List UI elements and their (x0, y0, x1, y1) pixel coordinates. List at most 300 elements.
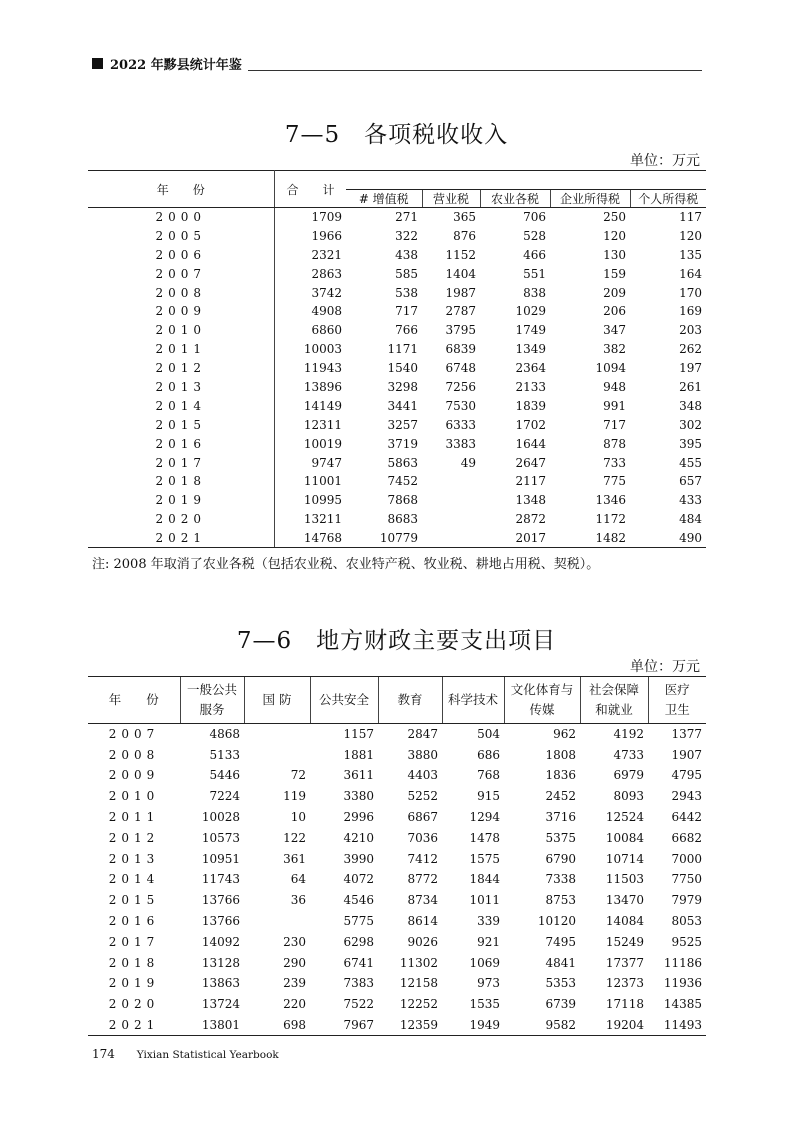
col2-social-header: 社会保障 和就业 (580, 677, 648, 724)
tax-table-row (88, 226, 706, 245)
cell-business: 3383 (445, 436, 476, 451)
cell-year: 2020 (108, 997, 160, 1012)
cell-education: 9026 (407, 934, 438, 949)
cell-vat: 322 (395, 228, 418, 243)
cell-health: 11186 (663, 955, 702, 970)
cell-social: 4192 (613, 727, 644, 742)
cell-year: 2013 (88, 378, 274, 397)
cell-science: 1949 (442, 1015, 504, 1036)
cell-health: 1907 (671, 747, 702, 762)
expenditure-table-row (88, 807, 706, 828)
cell-culture: 1836 (545, 768, 576, 783)
cell-year: 2012 (88, 359, 274, 378)
cell-business: 1404 (445, 266, 476, 281)
cell-year: 2018 (108, 955, 160, 970)
cell-security: 6298 (343, 934, 374, 949)
cell-business (422, 529, 480, 548)
cell-year: 2015 (88, 415, 274, 434)
cell-social: 14084 (605, 914, 644, 929)
cell-education: 6867 (407, 810, 438, 825)
tax-table-row (88, 264, 706, 283)
cell-personal: 203 (679, 323, 702, 338)
tax-table-row (88, 321, 706, 340)
cell-year: 2011 (108, 810, 160, 825)
cell-year: 2006 (88, 245, 274, 264)
cell-year: 2011 (88, 340, 274, 359)
cell-agri: 2872 (515, 512, 546, 527)
table1-note: 注: 2008 年取消了农业各税（包括农业税、农业特产税、牧业税、耕地占用税、契税）。 (92, 557, 600, 572)
cell-total: 10003 (303, 342, 342, 357)
cell-corp: 159 (603, 266, 626, 281)
cell-agri: 1839 (515, 398, 546, 413)
cell-culture: 7338 (545, 872, 576, 887)
cell-general: 7224 (209, 789, 240, 804)
expenditure-table-row (88, 890, 706, 911)
cell-total: 6860 (311, 323, 342, 338)
cell-business: 876 (453, 228, 476, 243)
cell-vat: 3298 (387, 379, 418, 394)
tax-table-row (88, 510, 706, 529)
cell-personal: 262 (679, 342, 702, 357)
cell-education: 2847 (407, 727, 438, 742)
cell-year: 2005 (88, 226, 274, 245)
page-footer (92, 1047, 279, 1061)
cell-year: 2018 (88, 472, 274, 491)
cell-total: 2863 (311, 266, 342, 281)
expenditure-table-row (88, 869, 706, 890)
cell-science: 921 (477, 934, 500, 949)
cell-general: 13766 (201, 893, 240, 908)
cell-social: 17118 (605, 997, 644, 1012)
cell-defense: 230 (283, 934, 306, 949)
cell-security: 1881 (343, 747, 374, 762)
cell-vat: 3719 (387, 436, 418, 451)
cell-health: 14385 (663, 997, 702, 1012)
cell-business: 49 (460, 455, 476, 470)
cell-vat: 10779 (346, 529, 422, 548)
tax-table-row (88, 359, 706, 378)
cell-security: 3380 (343, 789, 374, 804)
cell-business: 2787 (445, 304, 476, 319)
expenditure-table-row (88, 931, 706, 952)
cell-total: 10995 (303, 493, 342, 508)
cell-year: 2010 (108, 789, 160, 804)
cell-agri: 1029 (515, 304, 546, 319)
cell-agri: 528 (523, 228, 546, 243)
tax-revenue-table (88, 170, 706, 548)
expenditure-table-row (88, 952, 706, 973)
cell-culture: 1808 (545, 747, 576, 762)
cell-social: 12373 (605, 976, 644, 991)
cell-science: 915 (477, 789, 500, 804)
cell-defense: 698 (244, 1015, 310, 1036)
cell-science: 686 (477, 747, 500, 762)
cell-personal: 261 (679, 379, 702, 394)
cell-defense: 72 (290, 768, 306, 783)
tax-table-row (88, 340, 706, 359)
cell-agri: 2647 (515, 455, 546, 470)
cell-science: 1294 (469, 810, 500, 825)
cell-culture: 5353 (545, 976, 576, 991)
cell-corp: 206 (603, 304, 626, 319)
header-rule (248, 70, 702, 71)
cell-general: 10951 (201, 851, 240, 866)
cell-culture: 3716 (545, 810, 576, 825)
cell-personal: 164 (679, 266, 702, 281)
expenditure-table-row (88, 848, 706, 869)
cell-personal: 135 (679, 247, 702, 262)
cell-education: 11302 (399, 955, 438, 970)
cell-year: 2014 (108, 872, 160, 887)
cell-corp: 1094 (595, 361, 626, 376)
cell-agri: 2133 (515, 379, 546, 394)
cell-total: 14768 (274, 529, 346, 548)
cell-personal: 490 (630, 529, 706, 548)
cell-agri: 838 (523, 285, 546, 300)
cell-science: 504 (477, 727, 500, 742)
cell-general: 4868 (209, 727, 240, 742)
cell-total: 13896 (303, 379, 342, 394)
cell-general: 5133 (209, 747, 240, 762)
cell-culture: 6739 (545, 997, 576, 1012)
cell-health: 11493 (648, 1015, 706, 1036)
cell-year: 2017 (88, 453, 274, 472)
cell-security: 5775 (343, 914, 374, 929)
table1-unit: 单位：万元 (630, 153, 700, 169)
cell-corp: 991 (603, 398, 626, 413)
cell-science: 1478 (469, 830, 500, 845)
cell-education: 4403 (407, 768, 438, 783)
cell-corp: 120 (603, 228, 626, 243)
col2-general-header: 一般公共 服务 (180, 677, 244, 724)
cell-year: 2009 (108, 768, 160, 783)
tax-table-body (88, 208, 706, 548)
cell-social: 13470 (605, 893, 644, 908)
cell-corp: 1482 (550, 529, 630, 548)
col2-culture-header: 文化体育与 传媒 (504, 677, 580, 724)
cell-business: 365 (453, 210, 476, 225)
cell-defense (244, 724, 310, 745)
cell-agri: 551 (523, 266, 546, 281)
col-total-header: 合 计 (274, 171, 346, 208)
cell-year: 2019 (108, 976, 160, 991)
cell-culture: 7495 (545, 934, 576, 949)
cell-corp: 382 (603, 342, 626, 357)
cell-security: 7383 (343, 976, 374, 991)
col2-defense-header: 国 防 (244, 677, 310, 724)
cell-business: 7530 (445, 398, 476, 413)
book-name-english: Yixian Statistical Yearbook (136, 1049, 279, 1061)
cell-year: 2008 (108, 747, 160, 762)
cell-health: 7750 (671, 872, 702, 887)
expenditure-table-row (88, 1015, 706, 1036)
cell-corp: 1172 (595, 512, 626, 527)
cell-social: 8093 (613, 789, 644, 804)
tax-table-row (88, 415, 706, 434)
cell-health: 6682 (671, 830, 702, 845)
cell-general: 5446 (209, 768, 240, 783)
cell-education: 7412 (407, 851, 438, 866)
cell-vat: 7868 (387, 493, 418, 508)
cell-agri: 2364 (515, 361, 546, 376)
cell-general: 13801 (180, 1015, 244, 1036)
table1-title: 7—5 各项税收收入 (284, 122, 509, 148)
tax-table-row (88, 245, 706, 264)
cell-defense: 36 (290, 893, 306, 908)
col2-security-header: 公共安全 (310, 677, 378, 724)
cell-defense: 220 (283, 997, 306, 1012)
cell-corp: 717 (603, 417, 626, 432)
cell-education: 7036 (407, 830, 438, 845)
cell-corp: 130 (603, 247, 626, 262)
cell-security: 4546 (343, 893, 374, 908)
cell-defense: 64 (290, 872, 306, 887)
cell-culture: 8753 (545, 893, 576, 908)
cell-year: 2021 (88, 529, 274, 548)
cell-agri: 1749 (515, 323, 546, 338)
expenditure-table-row (88, 786, 706, 807)
cell-vat: 1540 (387, 361, 418, 376)
cell-health: 7979 (671, 893, 702, 908)
cell-culture: 9582 (504, 1015, 580, 1036)
cell-culture: 4841 (545, 955, 576, 970)
cell-education: 12359 (378, 1015, 442, 1036)
cell-defense (244, 911, 310, 932)
cell-security: 7522 (343, 997, 374, 1012)
cell-vat: 585 (395, 266, 418, 281)
yearbook-title: 2022 年黟县统计年鉴 (110, 58, 242, 73)
cell-business: 1987 (445, 285, 476, 300)
cell-security: 1157 (343, 727, 374, 742)
cell-year: 2016 (108, 914, 160, 929)
cell-general: 14092 (201, 934, 240, 949)
cell-business: 6333 (445, 417, 476, 432)
cell-year: 2000 (88, 208, 274, 227)
cell-business: 6748 (445, 361, 476, 376)
cell-general: 11743 (201, 872, 240, 887)
cell-education: 3880 (407, 747, 438, 762)
cell-year: 2009 (88, 302, 274, 321)
cell-vat: 717 (395, 304, 418, 319)
col-vat-header: # 增值税 (346, 190, 422, 208)
cell-defense: 10 (290, 810, 306, 825)
cell-agri: 1349 (515, 342, 546, 357)
cell-corp: 878 (603, 436, 626, 451)
cell-science: 1844 (469, 872, 500, 887)
cell-total: 14149 (303, 398, 342, 413)
expenditure-table-row (88, 765, 706, 786)
cell-vat: 3257 (387, 417, 418, 432)
cell-total: 13211 (303, 512, 342, 527)
expenditure-table (88, 676, 706, 1036)
expenditure-table-row (88, 973, 706, 994)
cell-corp: 1346 (595, 493, 626, 508)
expenditure-table-row (88, 744, 706, 765)
cell-education: 8614 (407, 914, 438, 929)
cell-general: 13766 (201, 914, 240, 929)
cell-defense: 239 (283, 976, 306, 991)
cell-general: 10573 (201, 830, 240, 845)
cell-defense: 119 (283, 789, 306, 804)
col2-education-header: 教育 (378, 677, 442, 724)
cell-culture: 10120 (537, 914, 576, 929)
cell-social: 4733 (613, 747, 644, 762)
cell-security: 6741 (343, 955, 374, 970)
cell-culture: 6790 (545, 851, 576, 866)
cell-health: 9525 (671, 934, 702, 949)
cell-agri: 706 (523, 210, 546, 225)
cell-social: 12524 (605, 810, 644, 825)
subitems-header-band (346, 171, 706, 190)
cell-personal: 170 (679, 285, 702, 300)
expenditure-table-body (88, 724, 706, 1036)
col2-health-header: 医疗 卫生 (648, 677, 706, 724)
cell-year: 2014 (88, 396, 274, 415)
cell-corp: 733 (603, 455, 626, 470)
cell-security: 4072 (343, 872, 374, 887)
cell-general: 13724 (201, 997, 240, 1012)
cell-business: 6839 (445, 342, 476, 357)
tax-table-row (88, 491, 706, 510)
table2-unit: 单位：万元 (630, 659, 700, 675)
cell-social: 6979 (613, 768, 644, 783)
cell-science: 1069 (469, 955, 500, 970)
cell-total: 11943 (303, 361, 342, 376)
cell-health: 8053 (671, 914, 702, 929)
tax-table-row (88, 453, 706, 472)
cell-total: 1966 (311, 228, 342, 243)
cell-personal: 455 (679, 455, 702, 470)
cell-science: 1535 (469, 997, 500, 1012)
table2-title: 7—6 地方财政主要支出项目 (236, 628, 557, 654)
cell-total: 2321 (311, 247, 342, 262)
cell-vat: 5863 (387, 455, 418, 470)
cell-business (422, 472, 480, 491)
cell-science: 339 (477, 914, 500, 929)
cell-personal: 197 (679, 361, 702, 376)
cell-vat: 538 (395, 285, 418, 300)
cell-year: 2015 (108, 893, 160, 908)
cell-vat: 3441 (387, 398, 418, 413)
cell-security: 2996 (343, 810, 374, 825)
cell-agri: 2017 (480, 529, 550, 548)
cell-year: 2013 (108, 851, 160, 866)
cell-year: 2020 (88, 510, 274, 529)
cell-vat: 271 (395, 210, 418, 225)
cell-personal: 395 (679, 436, 702, 451)
cell-science: 1575 (469, 851, 500, 866)
cell-business: 7256 (445, 379, 476, 394)
cell-business: 3795 (445, 323, 476, 338)
cell-personal: 657 (679, 474, 702, 489)
cell-year: 2019 (88, 491, 274, 510)
cell-year: 2007 (108, 727, 160, 742)
cell-business (422, 491, 480, 510)
cell-health: 2943 (671, 789, 702, 804)
cell-education: 8734 (407, 893, 438, 908)
cell-personal: 120 (679, 228, 702, 243)
cell-culture: 962 (553, 727, 576, 742)
col2-year-header: 年 份 (88, 677, 180, 724)
col2-science-header: 科学技术 (442, 677, 504, 724)
cell-science: 768 (477, 768, 500, 783)
tax-table-row (88, 434, 706, 453)
col-corp-tax-header: 企业所得税 (550, 190, 630, 208)
cell-vat: 1171 (387, 342, 418, 357)
cell-business: 1152 (445, 247, 476, 262)
cell-personal: 348 (679, 398, 702, 413)
page-number: 174 (92, 1047, 115, 1061)
cell-total: 4908 (311, 304, 342, 319)
tax-table-row (88, 378, 706, 397)
tax-table-row (88, 302, 706, 321)
cell-education: 12158 (399, 976, 438, 991)
cell-social: 10714 (605, 851, 644, 866)
cell-science: 1011 (469, 893, 500, 908)
cell-general: 10028 (201, 810, 240, 825)
cell-corp: 775 (603, 474, 626, 489)
cell-health: 6442 (671, 810, 702, 825)
cell-year: 2021 (88, 1015, 180, 1036)
cell-social: 19204 (580, 1015, 648, 1036)
cell-personal: 433 (679, 493, 702, 508)
cell-education: 5252 (407, 789, 438, 804)
cell-culture: 2452 (545, 789, 576, 804)
expenditure-table-row (88, 724, 706, 745)
cell-health: 1377 (671, 727, 702, 742)
cell-security: 3990 (343, 851, 374, 866)
cell-agri: 2117 (515, 474, 546, 489)
cell-security: 4210 (343, 830, 374, 845)
cell-culture: 5375 (545, 830, 576, 845)
cell-vat: 8683 (387, 512, 418, 527)
cell-corp: 250 (603, 210, 626, 225)
col-business-tax-header: 营业税 (422, 190, 480, 208)
cell-health: 7000 (671, 851, 702, 866)
cell-health: 11936 (663, 976, 702, 991)
cell-personal: 117 (679, 210, 702, 225)
cell-defense: 361 (283, 851, 306, 866)
cell-agri: 466 (523, 247, 546, 262)
cell-year: 2010 (88, 321, 274, 340)
cell-personal: 169 (679, 304, 702, 319)
cell-year: 2017 (108, 934, 160, 949)
cell-total: 1709 (311, 210, 342, 225)
col-agri-tax-header: 农业各税 (480, 190, 550, 208)
cell-defense: 290 (283, 955, 306, 970)
cell-total: 11001 (303, 474, 342, 489)
cell-security: 3611 (343, 768, 374, 783)
tax-table-row (88, 396, 706, 415)
cell-total: 3742 (311, 285, 342, 300)
running-header (92, 54, 702, 74)
header-square-bullet (92, 58, 103, 69)
cell-total: 10019 (303, 436, 342, 451)
cell-total: 9747 (311, 455, 342, 470)
cell-corp: 347 (603, 323, 626, 338)
tax-table-row (88, 208, 706, 227)
cell-vat: 438 (395, 247, 418, 262)
cell-personal: 484 (679, 512, 702, 527)
expenditure-table-row (88, 827, 706, 848)
cell-personal: 302 (679, 417, 702, 432)
cell-year: 2008 (88, 283, 274, 302)
col-year-header: 年 份 (88, 171, 274, 208)
col-personal-tax-header: 个人所得税 (630, 190, 706, 208)
cell-science: 973 (477, 976, 500, 991)
cell-general: 13128 (201, 955, 240, 970)
cell-defense (244, 744, 310, 765)
